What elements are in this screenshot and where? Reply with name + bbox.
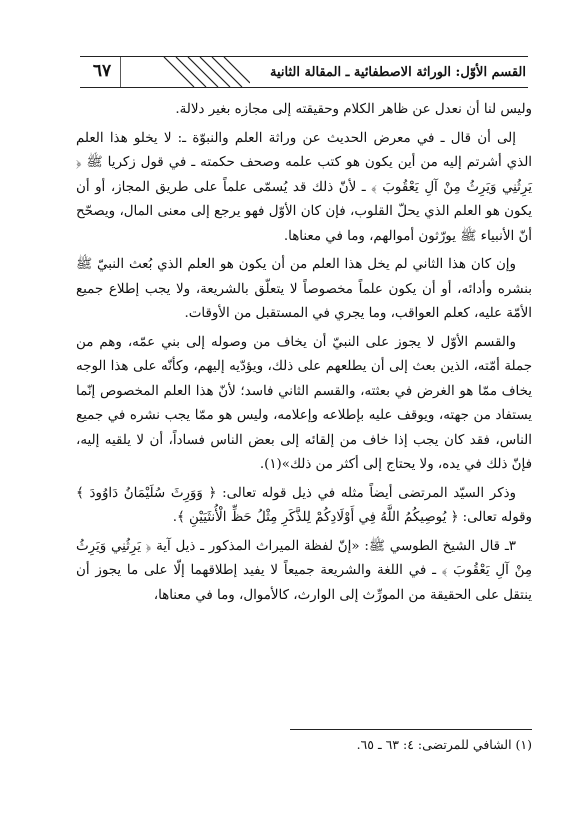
page-number: ٦٧ — [92, 61, 112, 81]
paragraph-5: وذكر السيّد المرتضى أيضاً مثله في ذيل قوله تعالى: ﴿ وَوَرِثَ سُلَيْمَانُ دَاوُودَ ﴾ وقوله تعالى: ﴿ يُوصِيكُمُ اللَّهُ فِي أَوْلَادِكُمْ لِلذَّكَرِ مِثْلُ حَظِّ الْأُنثَيَيْنِ ﴾. — [76, 485, 532, 525]
paragraph-2: إلى أن قال ـ في معرض الحديث عن وراثة العلم والنبوّة ـ: لا يخلو هذا العلم الذي أشرتم إليه من أين يكون هو كتب علمه وصحف حكمته ـ في قول زكريا ﷺ ﴿ يَرِثُنِي وَيَرِثُ مِنْ آلِ يَعْقُوبَ ﴾ ـ لأنّ ذلك قد يُسمّى علماً على طريق المجاز، أو أن يكون هو العلم الذي يحلّ القلوب، فإن كان الأوّل فهو يرجع إلى معنى المال، ويصحّح أنّ الأنبياء ﷺ يورّثون أموالهم، وما في معناها. — [76, 130, 532, 244]
header-title: القسم الأوّل: الوراثة الاصطفائية ـ المقالة الثانية — [270, 64, 526, 80]
paragraph-6: ٣ـ قال الشيخ الطوسي ﷺ: «إنّ لفظة الميراث المذكور ـ ذيل آية ﴿ يَرِثُنِي وَيَرِثُ مِنْ آلِ يَعْقُوبَ ﴾ ـ في اللغة والشريعة جميعاً لا يفيد إطلاقهما إلّا على ما يجوز أن ينتقل على الحقيقة من المورِّث إلى الوارث، كالأموال، وما في معناها، — [76, 538, 532, 603]
running-header — [80, 56, 528, 88]
header-decoration-icon — [120, 57, 250, 87]
footnote-divider — [290, 729, 532, 730]
paragraph-1: وليس لنا أن نعدل عن ظاهر الكلام وحقيقته إلى مجازه بغير دلالة. — [175, 102, 532, 117]
body-text — [76, 98, 532, 612]
paragraph-3: وإن كان هذا الثاني لم يخل هذا العلم من أن يكون هو العلم الذي بُعث النبيّ ﷺ بنشره وأدائه، أو أن يكون علماً مخصوصاً لا يتعلّق بالشريعة، ولا يجب إطلاع جميع الأمّة عليه، كعلم العواقب، وما يجري في المستقبل من الأوقات. — [76, 257, 532, 321]
footnote: (١) الشافي للمرتضى: ٤: ٦٣ ـ ٦٥. — [356, 737, 532, 752]
paragraph-4: والقسم الأوّل لا يجوز على النبيّ أن يخاف من وصوله إلى بني عمّه، وهم من جملة أمّته، الذين بعث إلى أن يطلعهم على ذلك، ويؤدّيه إليهم، وكأنّه على هذا الوجه يخاف ممّا هو الغرض في بعثته، والقسم الثاني فاسد؛ لأنّ هذا العلم المخصوص إنّما يستفاد من جهته، ويوقف عليه بإطلاعه وإعلامه، وليس هو ممّا يجب نشره في جميع الناس، فقد كان يجب إذا خاف من إلقائه إلى بعض الناس فساداً، أن لا يلقيه إليه، فإنّ ذلك في يده، ولا يحتاج إلى أكثر من ذلك»(١). — [76, 334, 532, 472]
